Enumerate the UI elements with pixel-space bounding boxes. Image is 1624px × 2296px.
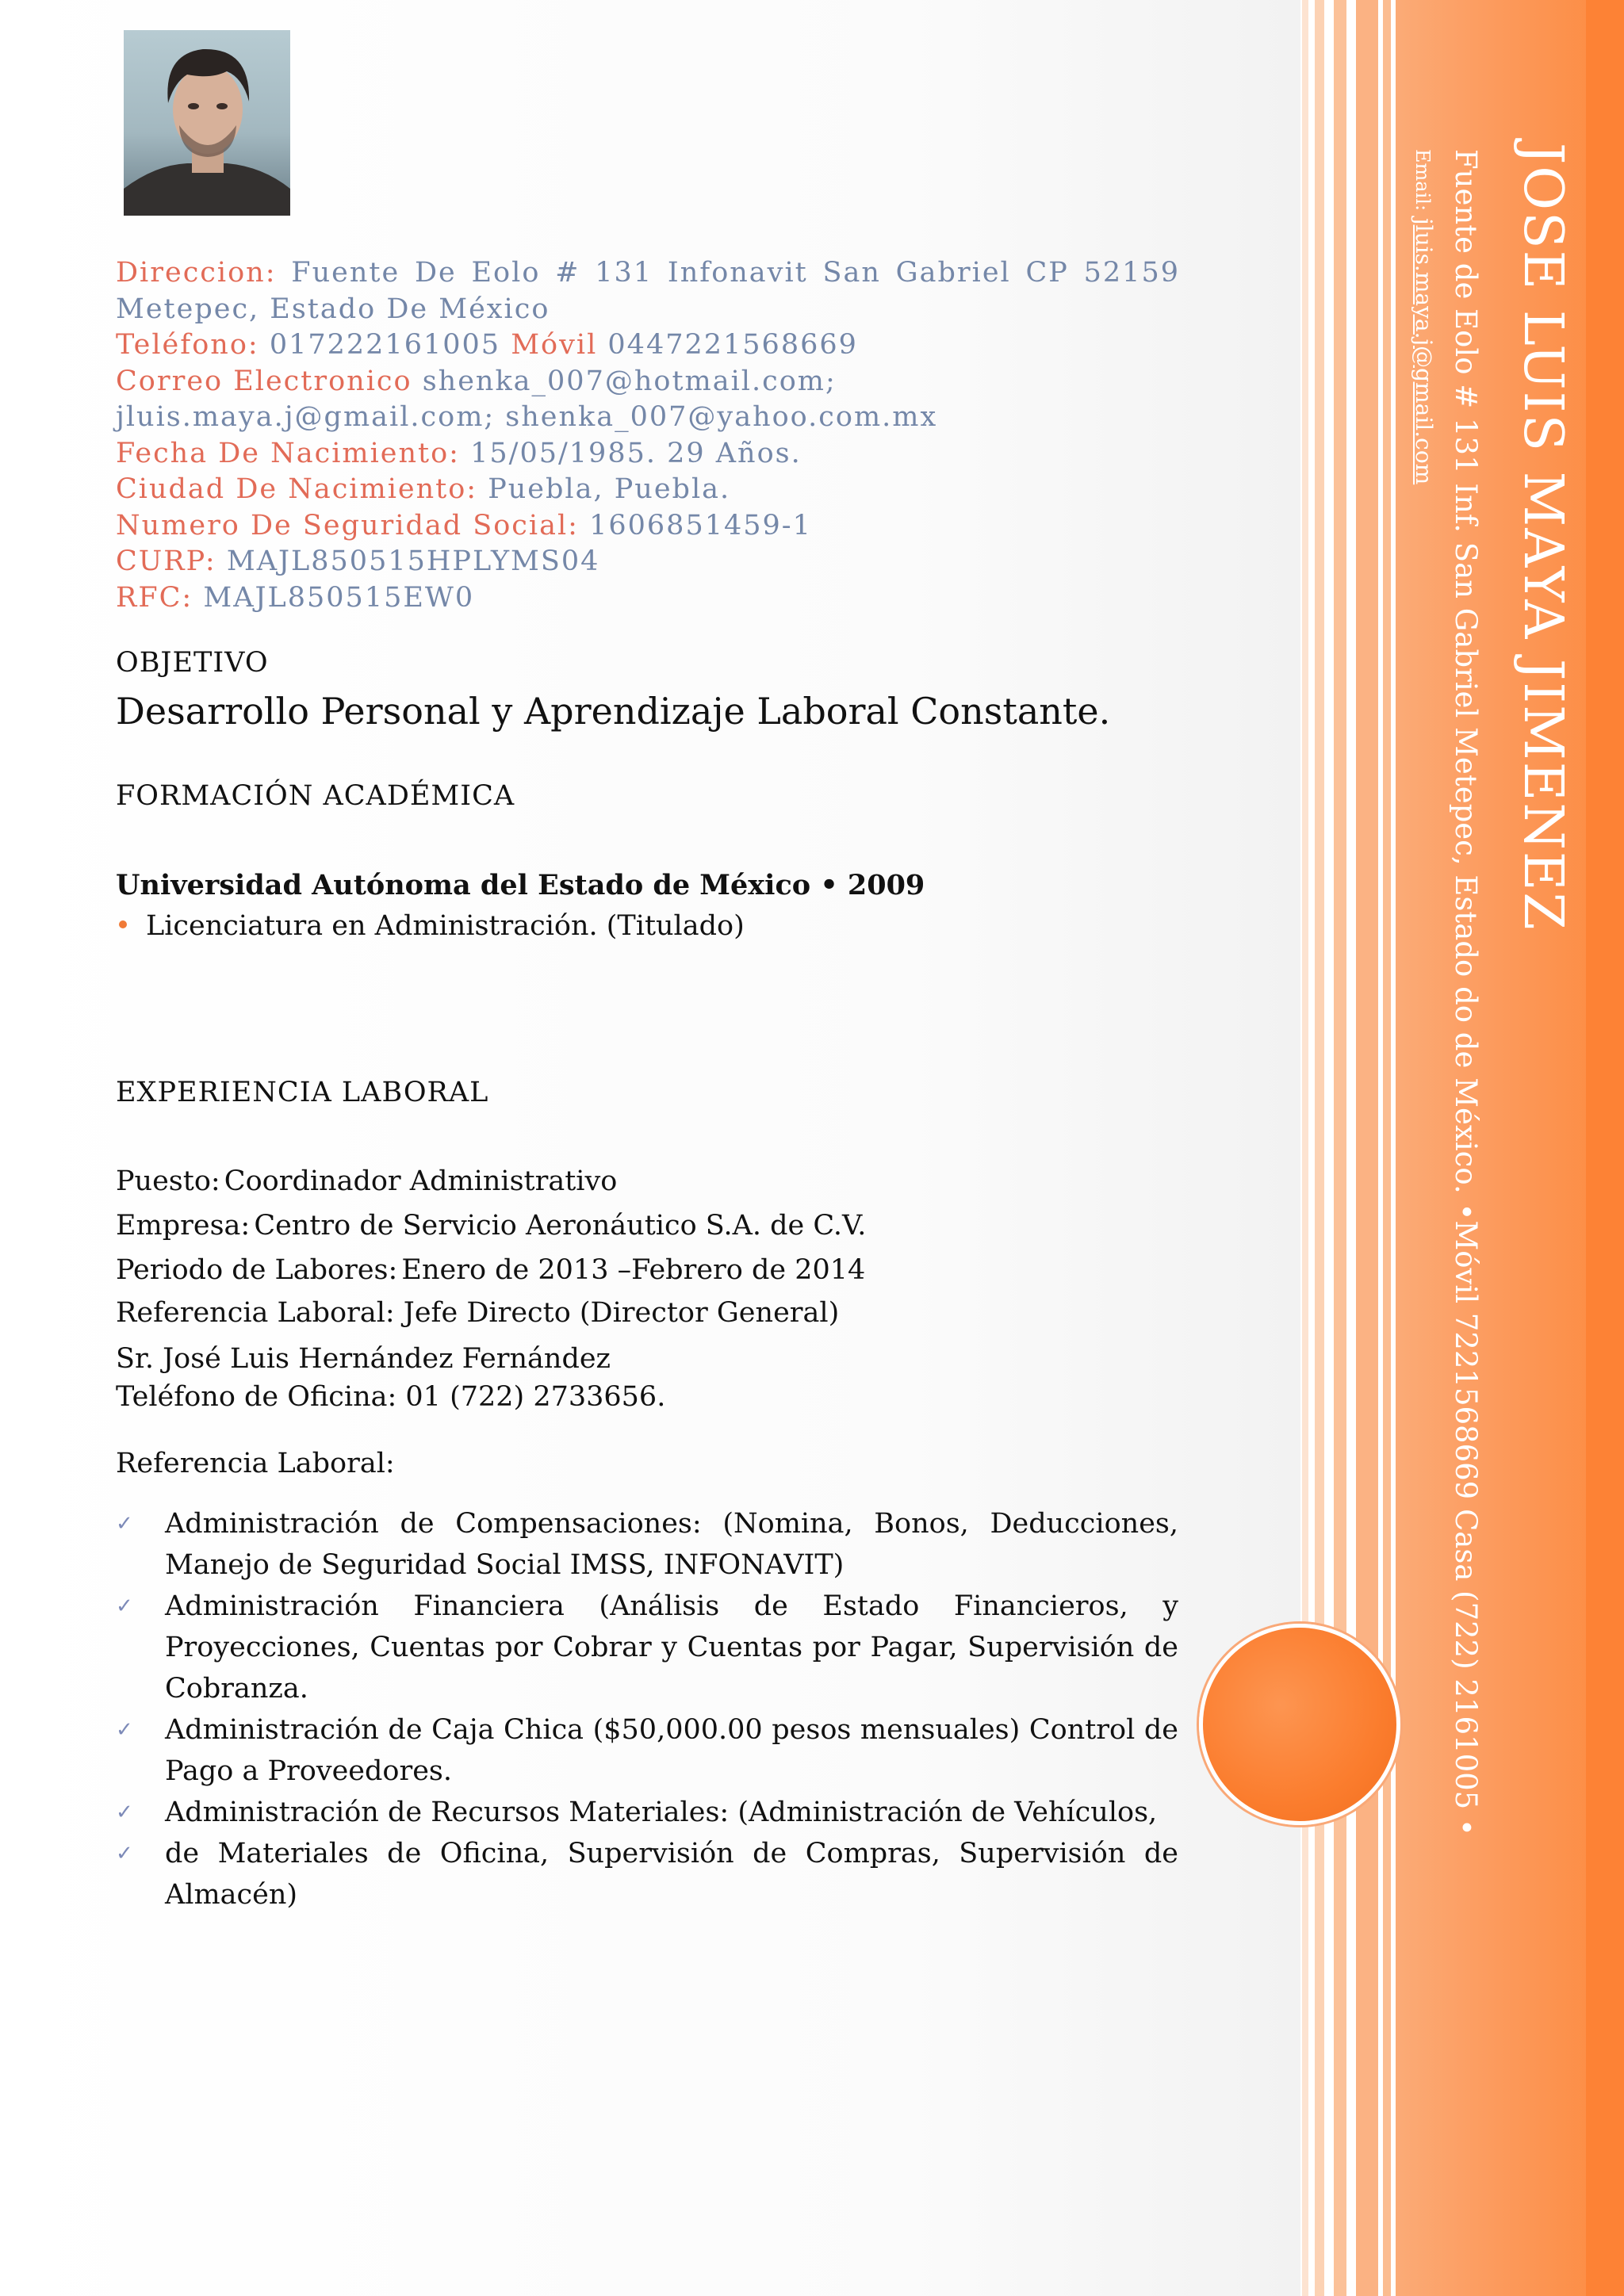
experience-heading: EXPERIENCIA LABORAL bbox=[116, 1077, 489, 1108]
birth-city-value: Puebla, Puebla. bbox=[488, 473, 731, 505]
reference-phone-value: Teléfono de Oficina: 01 (722) 2733656. bbox=[116, 1381, 666, 1413]
profile-photo bbox=[124, 30, 290, 216]
sidebar-email-label: Email: bbox=[1411, 149, 1434, 212]
phone-value: 017222161005 bbox=[269, 329, 501, 361]
address-word: 131 bbox=[595, 257, 653, 289]
list-item bbox=[116, 1586, 1178, 1709]
address-word: 52159 bbox=[1083, 257, 1180, 289]
period-value: Enero de 2013 –Febrero de 2014 bbox=[401, 1254, 866, 1286]
decorative-stripe bbox=[1334, 0, 1346, 2296]
sidebar-email-block bbox=[1411, 149, 1437, 484]
address-word: CP bbox=[1025, 257, 1069, 289]
mobile-label: Móvil bbox=[511, 329, 598, 361]
address-continued: Metepec, Estado De México bbox=[116, 293, 550, 325]
address-word: # bbox=[555, 257, 580, 289]
address-line bbox=[116, 255, 1180, 292]
reference-text: Referencia Laboral: Jefe Directo (Director General) bbox=[116, 1297, 840, 1329]
avatar-illustration bbox=[124, 30, 290, 216]
sidebar-edge bbox=[1586, 0, 1624, 2296]
duty-text: de Materiales de Oficina, Supervisión de Compras, Supervisión de Almacén) bbox=[165, 1838, 1178, 1911]
objective-text: Desarrollo Personal y Aprendizaje Laboral Constante. bbox=[116, 690, 1111, 733]
list-item bbox=[116, 1833, 1178, 1915]
birth-city-line bbox=[116, 472, 1180, 508]
duty-text: Administración de Compensaciones: (Nomina, Bonos, Deducciones, Manejo de Seguridad Social IMSS, INFONAVIT) bbox=[165, 1508, 1178, 1581]
period-label: Periodo de Labores: bbox=[116, 1254, 398, 1286]
nss-label: Numero De Seguridad Social: bbox=[116, 509, 579, 541]
sidebar-email-link[interactable]: jluis.maya.j@gmail.com bbox=[1411, 217, 1437, 485]
education-heading: FORMACIÓN ACADÉMICA bbox=[116, 780, 515, 812]
company-row bbox=[116, 1210, 866, 1242]
address-word: Gabriel bbox=[895, 257, 1011, 289]
email-line-continued[interactable]: jluis.maya.j@gmail.com; shenka_007@yahoo.com.mx bbox=[116, 401, 938, 433]
curp-value: MAJL850515HPLYMS04 bbox=[226, 545, 600, 577]
decorative-circle bbox=[1199, 1624, 1400, 1825]
duty-text: Administración de Caja Chica ($50,000.00 pesos mensuales) Control de Pago a Proveedores. bbox=[165, 1714, 1178, 1787]
decorative-stripe bbox=[1356, 0, 1378, 2296]
education-degree-item bbox=[116, 910, 745, 942]
checkmark-icon: ✓ bbox=[116, 1594, 133, 1618]
reference-row bbox=[116, 1297, 839, 1329]
decorative-stripe bbox=[1302, 0, 1308, 2296]
address-word: De bbox=[414, 257, 457, 289]
checkmark-icon: ✓ bbox=[116, 1512, 133, 1536]
duty-text: Administración Financiera (Análisis de Estado Financieros, y Proyecciones, Cuentas por Cobrar y Cuentas por Pagar, Supervisión de Cobranza. bbox=[165, 1590, 1178, 1705]
reference-contact-name bbox=[116, 1343, 611, 1375]
address-word: Eolo bbox=[471, 257, 541, 289]
address-word: Fuente bbox=[291, 257, 400, 289]
contact-info bbox=[116, 255, 1180, 616]
period-row bbox=[116, 1254, 865, 1286]
mobile-value: 0447221568669 bbox=[607, 329, 858, 361]
bullet-dot-icon bbox=[119, 920, 127, 928]
decorative-stripe bbox=[1383, 0, 1391, 2296]
birth-date-value: 15/05/1985. 29 Años. bbox=[470, 437, 802, 469]
duty-text: Administración de Recursos Materiales: (Administración de Vehículos, bbox=[165, 1797, 1158, 1828]
company-value: Centro de Servicio Aeronáutico S.A. de C.V. bbox=[254, 1210, 867, 1242]
sidebar-name: JOSE LUIS MAYA JIMENEZ bbox=[1511, 143, 1574, 932]
phone-label: Teléfono: bbox=[116, 329, 259, 361]
position-row bbox=[116, 1165, 617, 1197]
checkmark-icon: ✓ bbox=[116, 1718, 133, 1742]
address-word: Infonavit bbox=[667, 257, 808, 289]
address-word: San bbox=[822, 257, 881, 289]
decorative-stripe bbox=[1315, 0, 1324, 2296]
objective-heading: OBJETIVO bbox=[116, 647, 269, 679]
list-item bbox=[116, 1709, 1178, 1792]
email-label: Correo Electronico bbox=[116, 365, 412, 397]
nss-value: 1606851459-1 bbox=[589, 509, 812, 541]
education-degree: Licenciatura en Administración. (Titulado) bbox=[146, 910, 745, 942]
rfc-value: MAJL850515EW0 bbox=[203, 581, 475, 614]
duties-heading-row bbox=[116, 1448, 395, 1479]
duties-heading: Referencia Laboral: bbox=[116, 1448, 395, 1479]
rfc-line bbox=[116, 580, 1180, 617]
list-item bbox=[116, 1792, 1178, 1833]
list-item bbox=[116, 1503, 1178, 1586]
birth-city-label: Ciudad De Nacimiento: bbox=[116, 473, 478, 505]
curp-label: CURP: bbox=[116, 545, 216, 577]
email-value[interactable]: shenka_007@hotmail.com; bbox=[422, 365, 837, 397]
position-label: Puesto: bbox=[116, 1165, 220, 1197]
position-value: Coordinador Administrativo bbox=[224, 1165, 618, 1197]
phone-line bbox=[116, 327, 1180, 364]
reference-contact-phone bbox=[116, 1381, 665, 1413]
birth-date-label: Fecha De Nacimiento: bbox=[116, 437, 460, 469]
email-line bbox=[116, 364, 1180, 400]
education-institution: Universidad Autónoma del Estado de México • 2009 bbox=[116, 869, 925, 901]
address-label: Direccion: bbox=[116, 257, 277, 289]
sidebar-address: Fuente de Eolo # 131 Inf. San Gabriel Metepec, Estado do de México. •Móvil 7221568669 Casa (722) 2161005 • bbox=[1449, 149, 1483, 1836]
duties-list bbox=[116, 1503, 1178, 1915]
checkmark-icon: ✓ bbox=[116, 1842, 133, 1866]
birth-date-line bbox=[116, 436, 1180, 473]
curp-line bbox=[116, 544, 1180, 580]
company-label: Empresa: bbox=[116, 1210, 251, 1242]
reference-name-value: Sr. José Luis Hernández Fernández bbox=[116, 1343, 611, 1375]
checkmark-icon: ✓ bbox=[116, 1800, 133, 1824]
rfc-label: RFC: bbox=[116, 581, 193, 614]
nss-line bbox=[116, 508, 1180, 545]
